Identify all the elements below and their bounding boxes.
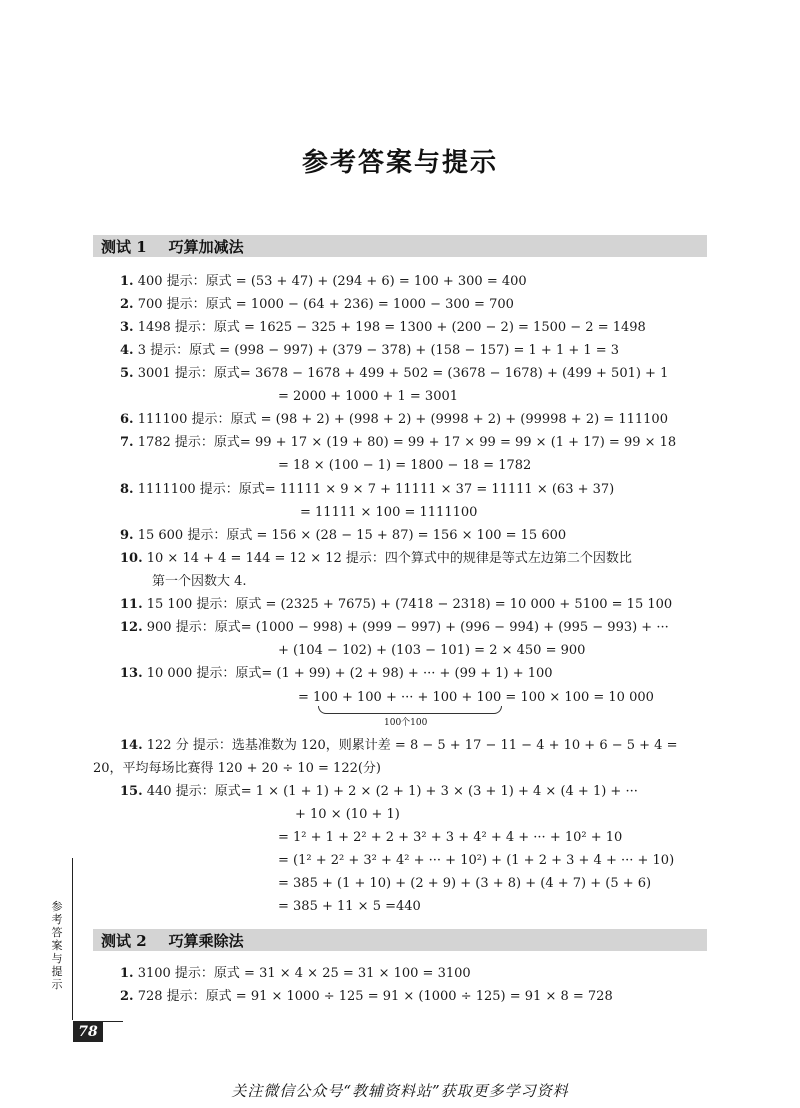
answer-line: 5. 3001 提示：原式= 3678 − 1678 + 499 + 502 = (3678 − 1678) + (499 + 501) + 1 — [120, 366, 669, 381]
section-header-test-2 — [93, 929, 707, 951]
answer-line: 13. 10 000 提示：原式= (1 + 99) + (2 + 98) + ··· + (99 + 1) + 100 — [120, 666, 553, 681]
answer-continuation: = 100 + 100 + ··· + 100 + 100 = 100 × 100 = 10 000 — [298, 690, 654, 705]
page-number: 78 — [73, 1022, 103, 1042]
side-rule — [72, 858, 73, 1020]
answer-line: 9. 15 600 提示：原式 = 156 × (28 − 15 + 87) = 156 × 100 = 15 600 — [120, 528, 567, 543]
answer-line: 7. 1782 提示：原式= 99 + 17 × (19 + 80) = 99 + 17 × 99 = 99 × (1 + 17) = 99 × 18 — [120, 435, 677, 450]
answer-line: 2. 728 提示：原式 = 91 × 1000 ÷ 125 = 91 × (1000 ÷ 125) = 91 × 8 = 728 — [120, 989, 613, 1004]
section-header-test-1 — [93, 235, 707, 257]
answer-line: 1. 3100 提示：原式 = 31 × 4 × 25 = 31 × 100 = 3100 — [120, 966, 471, 981]
answer-line: 6. 111100 提示：原式 = (98 + 2) + (998 + 2) + (9998 + 2) + (99998 + 2) = 111100 — [120, 412, 668, 427]
answer-continuation: + 10 × (10 + 1) — [295, 807, 400, 822]
section-name: 巧算加减法 — [168, 237, 244, 256]
answer-continuation: = 2000 + 1000 + 1 = 3001 — [278, 389, 459, 404]
page-title: 参考答案与提示 — [301, 148, 498, 178]
answer-continuation: = 385 + (1 + 10) + (2 + 9) + (3 + 8) + (4 + 7) + (5 + 6) — [278, 876, 652, 891]
answer-continuation: = 11111 × 100 = 1111100 — [300, 505, 478, 520]
brace-label: 100个100 — [384, 718, 428, 728]
answer-line: 1. 400 提示：原式 = (53 + 47) + (294 + 6) = 100 + 300 = 400 — [120, 274, 527, 289]
answer-line: 2. 700 提示：原式 = 1000 − (64 + 236) = 1000 − 300 = 700 — [120, 297, 514, 312]
answer-line: 15. 440 提示：原式= 1 × (1 + 1) + 2 × (2 + 1) + 3 × (3 + 1) + 4 × (4 + 1) + ··· — [120, 784, 638, 799]
section-number: 测试 1 — [101, 237, 147, 256]
answer-continuation: 20，平均每场比赛得 120 + 20 ÷ 10 = 122(分) — [93, 761, 381, 776]
answer-line: 11. 15 100 提示：原式 = (2325 + 7675) + (7418 − 2318) = 10 000 + 5100 = 15 100 — [120, 597, 673, 612]
answer-line: 3. 1498 提示：原式 = 1625 − 325 + 198 = 1300 + (200 − 2) = 1500 − 2 = 1498 — [120, 320, 646, 335]
answer-continuation: 第一个因数大 4. — [152, 574, 247, 589]
footer-note: 关注微信公众号“教辅资料站”获取更多学习资料 — [231, 1082, 569, 1100]
section-name: 巧算乘除法 — [168, 931, 244, 950]
underbrace — [318, 706, 502, 714]
answer-continuation: + (104 − 102) + (103 − 101) = 2 × 450 = 900 — [278, 643, 586, 658]
side-tab-label: 参考答案与提示 — [51, 900, 63, 991]
answer-continuation: = 385 + 11 × 5 =440 — [278, 899, 421, 914]
answer-continuation: = 1² + 1 + 2² + 2 + 3² + 3 + 4² + 4 + ··· + 10² + 10 — [278, 830, 623, 845]
answer-line: 10. 10 × 14 + 4 = 144 = 12 × 12 提示：四个算式中的规律是等式左边第二个因数比 — [120, 551, 632, 566]
answer-line: 4. 3 提示：原式 = (998 − 997) + (379 − 378) + (158 − 157) = 1 + 1 + 1 = 3 — [120, 343, 620, 358]
answer-continuation: = (1² + 2² + 3² + 4² + ··· + 10²) + (1 + 2 + 3 + 4 + ··· + 10) — [278, 853, 675, 868]
answer-line: 8. 1111100 提示：原式= 11111 × 9 × 7 + 11111 × 37 = 11111 × (63 + 37) — [120, 482, 615, 497]
answer-continuation: = 18 × (100 − 1) = 1800 − 18 = 1782 — [278, 458, 532, 473]
section-number: 测试 2 — [101, 931, 147, 950]
answer-line: 12. 900 提示：原式= (1000 − 998) + (999 − 997) + (996 − 994) + (995 − 993) + ··· — [120, 620, 669, 635]
answer-line: 14. 122 分 提示：选基准数为 120，则累计差 = 8 − 5 + 17 − 11 − 4 + 10 + 6 − 5 + 4 = — [120, 738, 678, 753]
